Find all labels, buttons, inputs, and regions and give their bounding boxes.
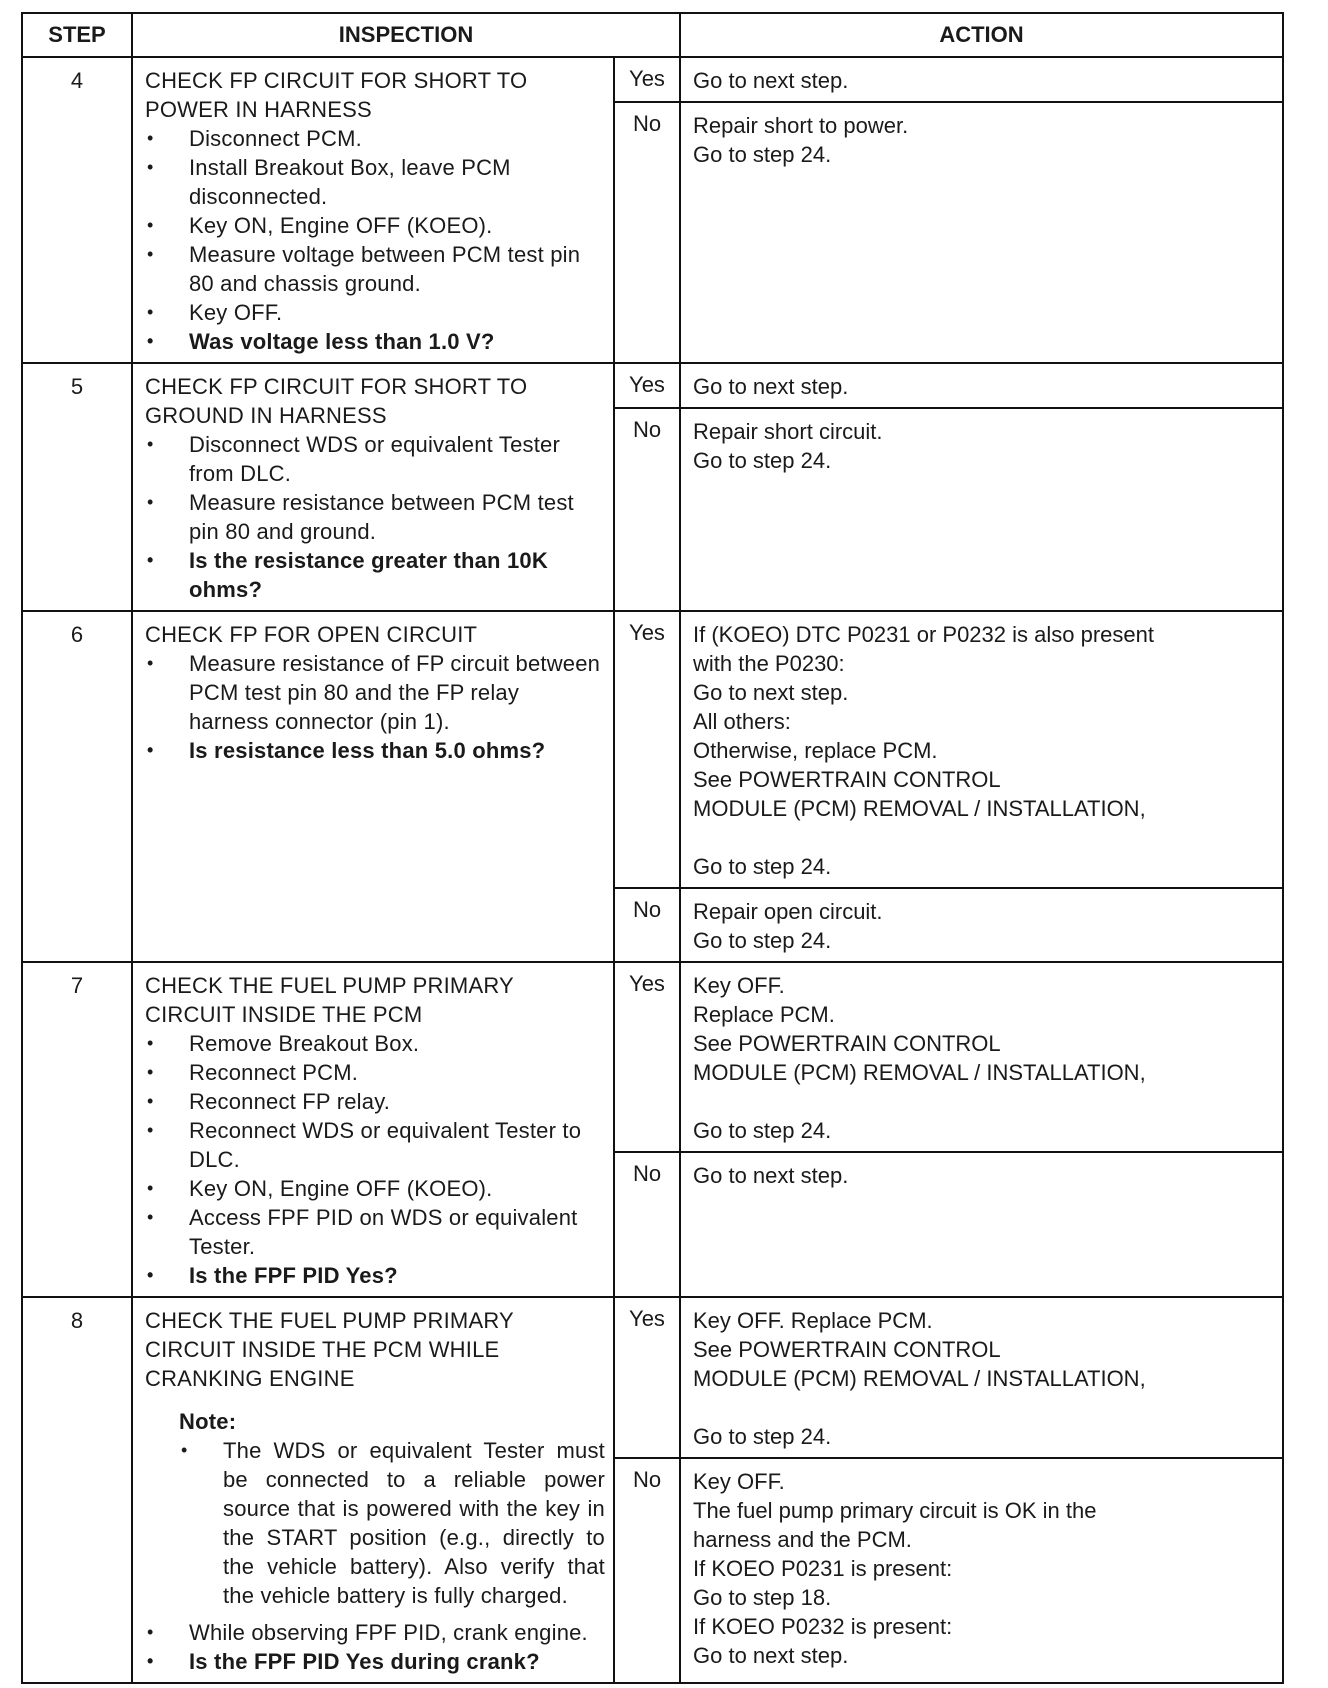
step-number: 5 (22, 363, 132, 611)
inspection-heading: POWER IN HARNESS (145, 97, 372, 122)
note-list (179, 1436, 605, 1610)
inspection-bullet: • Key OFF. (145, 298, 605, 327)
yes-action-line: See POWERTRAIN CONTROL (693, 767, 1001, 792)
no-action (680, 408, 1283, 611)
inspection-question: • Is resistance less than 5.0 ohms? (145, 736, 605, 765)
step-number: 8 (22, 1297, 132, 1683)
step-row-8 (22, 1297, 1283, 1458)
inspection-bullet: • Measure voltage between PCM test pin 80 and chassis ground. (145, 240, 605, 298)
no-action (680, 888, 1283, 962)
yes-label: Yes (614, 611, 680, 888)
inspection-cell (132, 57, 614, 363)
step-row-5 (22, 363, 1283, 408)
step-row-7 (22, 962, 1283, 1152)
header-row (22, 13, 1283, 57)
no-action-line: Go to step 24. (693, 448, 832, 473)
yes-action (680, 1297, 1283, 1458)
yes-action-line: See POWERTRAIN CONTROL (693, 1337, 1001, 1362)
inspection-bullet: • Disconnect PCM. (145, 124, 605, 153)
inspection-bullet: • Key ON, Engine OFF (KOEO). (145, 1174, 605, 1203)
inspection-heading: CIRCUIT INSIDE THE PCM (145, 1002, 423, 1027)
step-row-6 (22, 611, 1283, 888)
inspection-question: • Is the FPF PID Yes during crank? (145, 1647, 605, 1676)
no-action (680, 102, 1283, 363)
yes-action-line: See POWERTRAIN CONTROL (693, 1031, 1001, 1056)
diagnostic-table (21, 12, 1284, 1684)
no-action-line: Go to next step. (693, 1163, 849, 1188)
inspection-heading: CHECK THE FUEL PUMP PRIMARY (145, 973, 514, 998)
diagnostic-table-sheet (21, 12, 1284, 1672)
note-block (179, 1407, 605, 1610)
inspection-bullets (145, 430, 605, 604)
inspection-heading: GROUND IN HARNESS (145, 403, 387, 428)
no-action-line: Repair open circuit. (693, 899, 883, 924)
no-action (680, 1458, 1283, 1683)
inspection-cell (132, 363, 614, 611)
yes-action (680, 611, 1283, 888)
yes-action-line: Key OFF. Replace PCM. (693, 1308, 933, 1333)
action-header: ACTION (680, 13, 1283, 57)
no-action-line: Repair short to power. (693, 113, 909, 138)
yes-action-line: Go to next step. (693, 68, 849, 93)
no-action-line: Key OFF. (693, 1469, 785, 1494)
yes-action (680, 962, 1283, 1152)
yes-label: Yes (614, 57, 680, 102)
yes-action-line: MODULE (PCM) REMOVAL / INSTALLATION, (693, 1366, 1146, 1391)
inspection-cell (132, 611, 614, 962)
no-label: No (614, 1458, 680, 1683)
no-action-line: Go to step 18. (693, 1585, 832, 1610)
yes-action-line: Replace PCM. (693, 1002, 835, 1027)
no-action-line: Go to next step. (693, 1643, 849, 1668)
inspection-heading: CHECK THE FUEL PUMP PRIMARY (145, 1308, 514, 1333)
inspection-question: • Is the FPF PID Yes? (145, 1261, 605, 1290)
yes-action (680, 363, 1283, 408)
no-action-line: harness and the PCM. (693, 1527, 912, 1552)
yes-action-line: All others: (693, 709, 791, 734)
inspection-bullet: • Key ON, Engine OFF (KOEO). (145, 211, 605, 240)
inspection-bullet: • While observing FPF PID, crank engine. (145, 1618, 605, 1647)
no-label: No (614, 888, 680, 962)
inspection-bullet: • Reconnect PCM. (145, 1058, 605, 1087)
note-title: Note: (179, 1409, 237, 1434)
step-number: 6 (22, 611, 132, 962)
yes-action-line: Go to next step. (693, 680, 849, 705)
inspection-cell (132, 962, 614, 1297)
no-action-line: Repair short circuit. (693, 419, 883, 444)
yes-action-spacer (693, 823, 1274, 852)
yes-action (680, 57, 1283, 102)
yes-action-spacer (693, 1087, 1274, 1116)
yes-action-line: Go to next step. (693, 374, 849, 399)
no-action-line: If KOEO P0231 is present: (693, 1556, 953, 1581)
inspection-bullet: • Disconnect WDS or equivalent Tester from DLC. (145, 430, 605, 488)
yes-action-line: Go to step 24. (693, 1118, 832, 1143)
no-label: No (614, 408, 680, 611)
inspection-heading: CHECK FP CIRCUIT FOR SHORT TO (145, 68, 528, 93)
inspection-question: • Is the resistance greater than 10K ohms? (145, 546, 605, 604)
inspection-bullet: • Install Breakout Box, leave PCM disconnected. (145, 153, 605, 211)
inspection-heading: CRANKING ENGINE (145, 1366, 355, 1391)
yes-label: Yes (614, 1297, 680, 1458)
yes-action-line: Otherwise, replace PCM. (693, 738, 938, 763)
yes-action-line: MODULE (PCM) REMOVAL / INSTALLATION, (693, 796, 1146, 821)
inspection-bullet: • Reconnect FP relay. (145, 1087, 605, 1116)
inspection-bullet: • Remove Breakout Box. (145, 1029, 605, 1058)
step-number: 4 (22, 57, 132, 363)
step-row-4 (22, 57, 1283, 102)
yes-action-line: MODULE (PCM) REMOVAL / INSTALLATION, (693, 1060, 1146, 1085)
yes-action-line: Go to step 24. (693, 854, 832, 879)
inspection-question: • Was voltage less than 1.0 V? (145, 327, 605, 356)
inspection-bullet: • Measure resistance between PCM test pin 80 and ground. (145, 488, 605, 546)
no-action (680, 1152, 1283, 1297)
inspection-bullets (145, 1618, 605, 1676)
yes-label: Yes (614, 363, 680, 408)
inspection-bullets (145, 649, 605, 765)
inspection-header: INSPECTION (132, 13, 680, 57)
inspection-bullets (145, 124, 605, 356)
no-action-line: Go to step 24. (693, 928, 832, 953)
step-number: 7 (22, 962, 132, 1297)
yes-action-line: Go to step 24. (693, 1424, 832, 1449)
step-header: STEP (22, 13, 132, 57)
inspection-cell (132, 1297, 614, 1683)
inspection-heading: CHECK FP FOR OPEN CIRCUIT (145, 622, 478, 647)
no-action-line: The fuel pump primary circuit is OK in the (693, 1498, 1097, 1523)
inspection-heading: CHECK FP CIRCUIT FOR SHORT TO (145, 374, 528, 399)
note-text: • The WDS or equivalent Tester must be connected to a reliable power source that is powered with the key in the START position (e.g., directly to the vehicle battery). Also verify that the vehicle battery is fully charged. (179, 1436, 605, 1610)
inspection-bullet: • Measure resistance of FP circuit between PCM test pin 80 and the FP relay harness connector (pin 1). (145, 649, 605, 736)
yes-label: Yes (614, 962, 680, 1152)
no-label: No (614, 102, 680, 363)
no-action-line: Go to step 24. (693, 142, 832, 167)
yes-action-spacer (693, 1393, 1274, 1422)
yes-action-line: with the P0230: (693, 651, 845, 676)
yes-action-line: Key OFF. (693, 973, 785, 998)
yes-action-line: If (KOEO) DTC P0231 or P0232 is also present (693, 622, 1154, 647)
no-label: No (614, 1152, 680, 1297)
inspection-bullet: • Access FPF PID on WDS or equivalent Tester. (145, 1203, 605, 1261)
inspection-bullet: • Reconnect WDS or equivalent Tester to DLC. (145, 1116, 605, 1174)
no-action-line: If KOEO P0232 is present: (693, 1614, 953, 1639)
inspection-bullets (145, 1029, 605, 1290)
inspection-heading: CIRCUIT INSIDE THE PCM WHILE (145, 1337, 500, 1362)
